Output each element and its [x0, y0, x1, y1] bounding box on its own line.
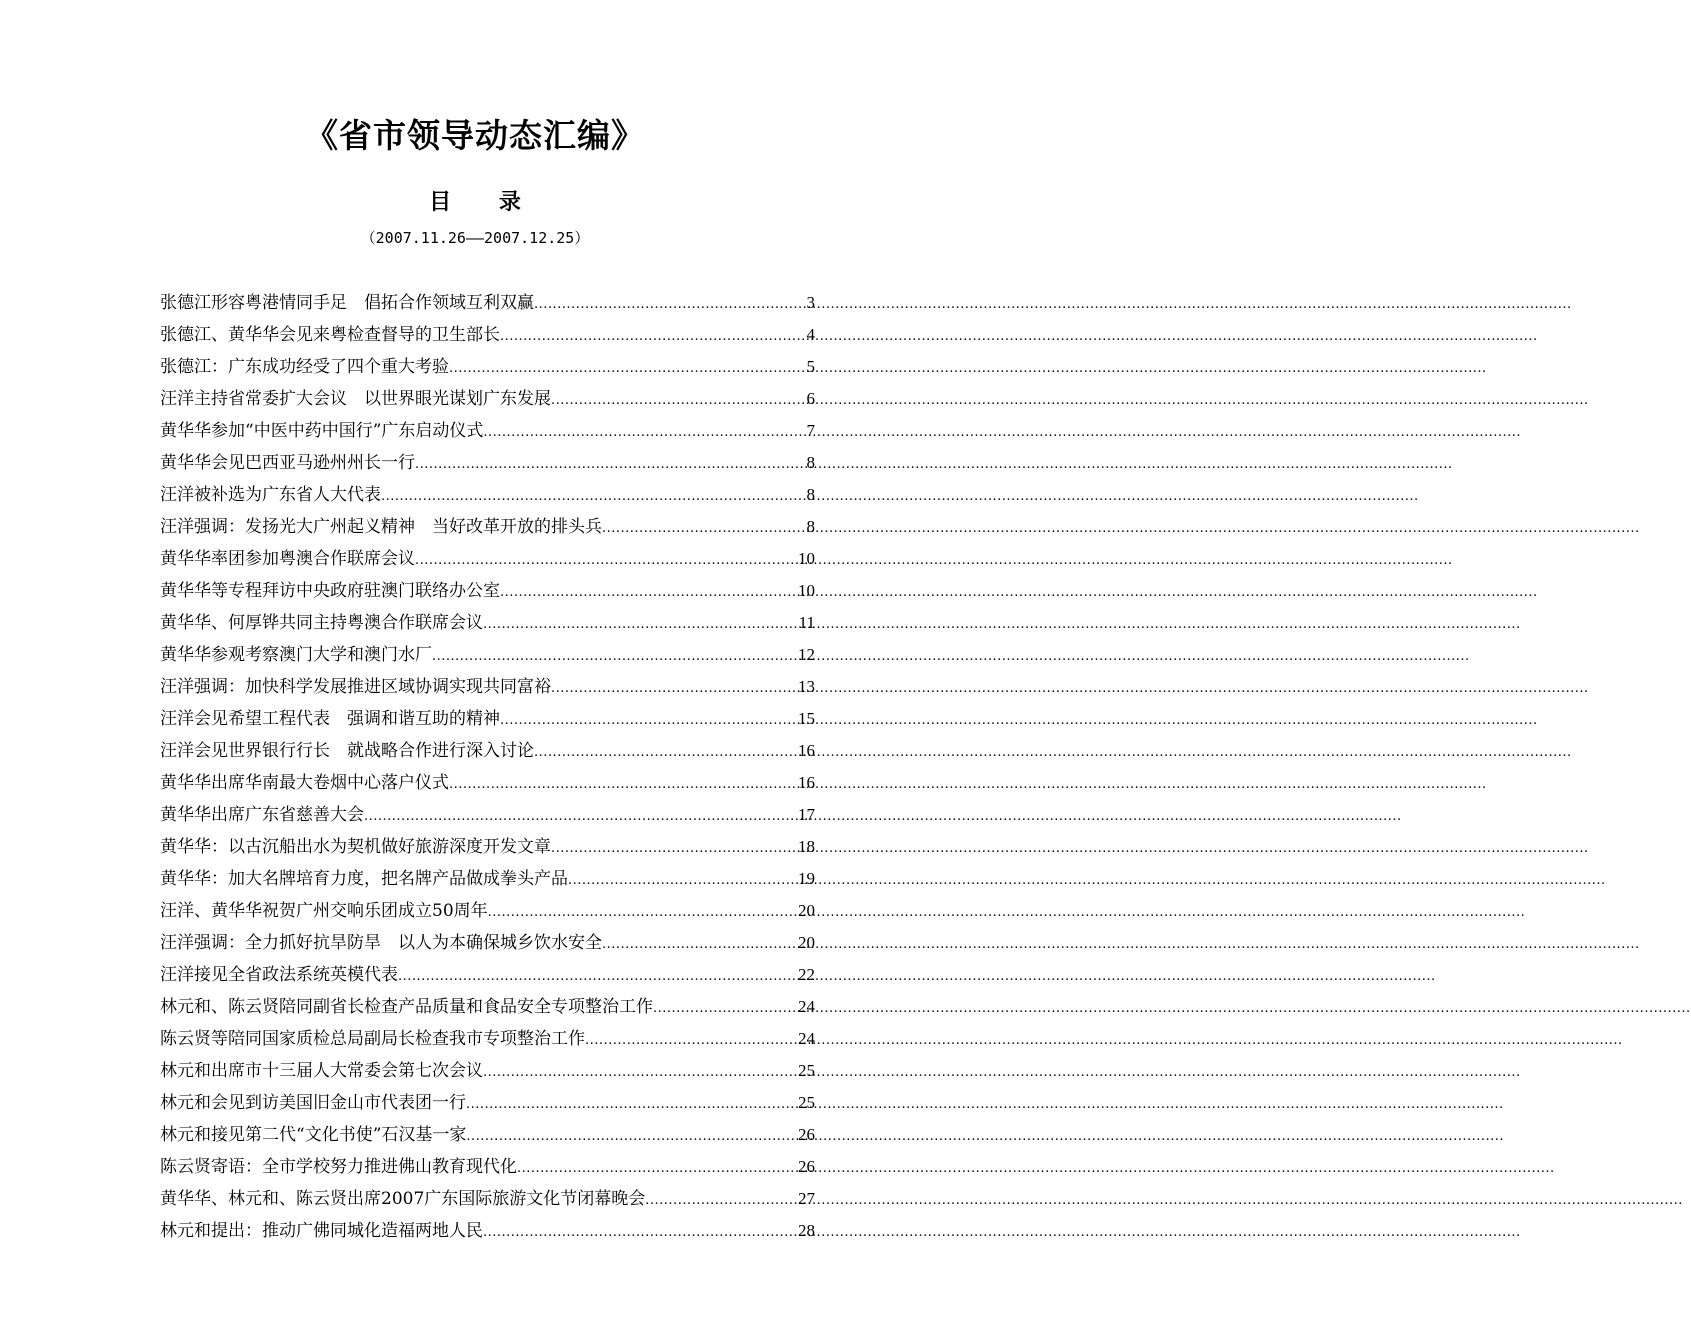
toc-page-number: 17 [798, 805, 815, 824]
dot-leader [551, 385, 807, 417]
toc-entry[interactable] [160, 1215, 815, 1247]
toc-entry-title: 黄华华出席广东省慈善大会 [160, 805, 364, 825]
toc-page-number: 8 [806, 453, 815, 472]
dot-leader [483, 1217, 798, 1249]
toc-entry-title: 陈云贤寄语：全市学校努力推进佛山教育现代化 [160, 1157, 517, 1177]
toc-entry[interactable] [160, 703, 815, 735]
toc-entry[interactable] [160, 1087, 815, 1119]
toc-page-number: 4 [806, 325, 815, 344]
toc-page-number: 3 [806, 293, 815, 312]
dot-leader [534, 289, 807, 321]
dot-leader [449, 769, 798, 801]
toc-entry-title: 林元和接见第二代“文化书使”石汉基一家 [160, 1125, 467, 1145]
toc-page-number: 24 [798, 997, 815, 1016]
toc-page-number: 26 [798, 1125, 815, 1144]
dot-leader [483, 417, 806, 449]
dot-leader [653, 993, 798, 1025]
toc-entry[interactable] [160, 1119, 815, 1151]
toc-entry[interactable] [160, 383, 815, 415]
toc-page-number: 10 [798, 549, 815, 568]
toc-entry-title: 黄华华：以古沉船出水为契机做好旅游深度开发文章 [160, 837, 551, 857]
toc-entry[interactable] [160, 351, 815, 383]
toc-entry[interactable] [160, 415, 815, 447]
toc-entry-title: 林元和出席市十三届人大常委会第七次会议 [160, 1061, 483, 1081]
dot-leader [381, 481, 807, 513]
toc-entry-title: 汪洋会见世界银行行长 就战略合作进行深入讨论 [160, 741, 534, 761]
toc-entry[interactable] [160, 639, 815, 671]
toc-entry[interactable] [160, 543, 815, 575]
toc-page-number: 24 [798, 1029, 815, 1048]
dot-leader [645, 1185, 798, 1217]
toc-entry-title: 黄华华参加“中医中药中国行”广东启动仪式 [160, 421, 484, 441]
toc-entry[interactable] [160, 479, 815, 511]
toc-page-number: 25 [798, 1093, 815, 1112]
toc-page-number: 6 [806, 389, 815, 408]
toc-page-number: 26 [798, 1157, 815, 1176]
dot-leader [415, 449, 807, 481]
toc-entry-title: 汪洋强调：全力抓好抗旱防旱 以人为本确保城乡饮水安全 [160, 933, 602, 953]
toc-entry[interactable] [160, 319, 815, 351]
dot-leader [466, 1121, 798, 1153]
toc-page-number: 20 [798, 901, 815, 920]
toc-entry-title: 张德江、黄华华会见来粤检查督导的卫生部长 [160, 325, 500, 345]
toc-page-number: 11 [798, 613, 815, 632]
dot-leader [585, 1025, 798, 1057]
dot-leader [551, 833, 798, 865]
toc-entry-title: 黄华华、林元和、陈云贤出席2007广东国际旅游文化节闭幕晚会 [160, 1189, 646, 1209]
dot-leader [483, 609, 799, 641]
toc-entry-title: 汪洋强调：发扬光大广州起义精神 当好改革开放的排头兵 [160, 517, 602, 537]
dot-leader [488, 897, 798, 929]
toc-entry[interactable] [160, 671, 815, 703]
dot-leader [483, 1057, 798, 1089]
toc-entry-title: 黄华华参观考察澳门大学和澳门水厂 [160, 645, 432, 665]
dot-leader [551, 673, 798, 705]
dot-leader [432, 641, 798, 673]
dot-leader [415, 545, 798, 577]
toc-page-number: 16 [798, 741, 815, 760]
toc-page-number: 8 [806, 517, 815, 536]
toc-page-number: 5 [806, 357, 815, 376]
toc-page-number: 19 [798, 869, 815, 888]
toc-entry[interactable] [160, 991, 815, 1023]
toc-entry[interactable] [160, 1183, 815, 1215]
toc-entry-title: 汪洋接见全省政法系统英模代表 [160, 965, 398, 985]
dot-leader [568, 865, 798, 897]
toc-entry[interactable] [160, 575, 815, 607]
toc-entry[interactable] [160, 863, 815, 895]
toc-entry-title: 汪洋强调：加快科学发展推进区域协调实现共同富裕 [160, 677, 551, 697]
toc-page-number: 27 [798, 1189, 815, 1208]
dot-leader [466, 1089, 798, 1121]
toc-entry-title: 张德江：广东成功经受了四个重大考验 [160, 357, 449, 377]
table-of-contents [160, 287, 815, 1247]
toc-page-number: 22 [798, 965, 815, 984]
dot-leader [602, 929, 798, 961]
toc-page-number: 8 [806, 485, 815, 504]
toc-entry[interactable] [160, 447, 815, 479]
toc-entry-title: 黄华华会见巴西亚马逊州州长一行 [160, 453, 415, 473]
toc-page-number: 15 [798, 709, 815, 728]
toc-page-number: 10 [798, 581, 815, 600]
toc-page-number: 13 [798, 677, 815, 696]
toc-entry[interactable] [160, 287, 815, 319]
toc-entry-title: 汪洋被补选为广东省人大代表 [160, 485, 381, 505]
toc-entry-title: 黄华华、何厚铧共同主持粤澳合作联席会议 [160, 613, 483, 633]
toc-entry[interactable] [160, 767, 815, 799]
toc-entry-title: 张德江形容粤港情同手足 倡拓合作领域互利双赢 [160, 293, 534, 313]
toc-entry[interactable] [160, 607, 815, 639]
dot-leader [398, 961, 798, 993]
toc-entry-title: 汪洋、黄华华祝贺广州交响乐团成立50周年 [160, 901, 488, 921]
toc-entry[interactable] [160, 1055, 815, 1087]
dot-leader [364, 801, 798, 833]
dot-leader [534, 737, 798, 769]
toc-entry-title: 黄华华等专程拜访中央政府驻澳门联络办公室 [160, 581, 500, 601]
toc-page-number: 18 [798, 837, 815, 856]
toc-entry[interactable] [160, 511, 815, 543]
toc-entry[interactable] [160, 831, 815, 863]
toc-entry-title: 黄华华率团参加粤澳合作联席会议 [160, 549, 415, 569]
toc-entry[interactable] [160, 799, 815, 831]
toc-page-number: 28 [798, 1221, 815, 1240]
toc-entry[interactable] [160, 1151, 815, 1183]
toc-entry[interactable] [160, 959, 815, 991]
page-title: 《省市领导动态汇编》 [305, 116, 645, 155]
dot-leader [500, 321, 807, 353]
dot-leader [602, 513, 807, 545]
toc-page-number: 25 [798, 1061, 815, 1080]
toc-entry[interactable] [160, 927, 815, 959]
dot-leader [500, 705, 798, 737]
toc-page-number: 20 [798, 933, 815, 952]
toc-entry[interactable] [160, 735, 815, 767]
toc-entry[interactable] [160, 1023, 815, 1055]
toc-entry-title: 林元和提出：推动广佛同城化造福两地人民 [160, 1221, 483, 1241]
toc-entry-title: 林元和、陈云贤陪同副省长检查产品质量和食品安全专项整治工作 [160, 997, 653, 1017]
toc-page-number: 16 [798, 773, 815, 792]
dot-leader [517, 1153, 798, 1185]
toc-page-number: 12 [798, 645, 815, 664]
toc-heading: 目 录 [429, 190, 521, 215]
dot-leader [500, 577, 798, 609]
toc-entry-title: 汪洋主持省常委扩大会议 以世界眼光谋划广东发展 [160, 389, 551, 409]
toc-entry[interactable] [160, 895, 815, 927]
date-range: （2007.11.26——2007.12.25） [360, 229, 590, 247]
toc-entry-title: 林元和会见到访美国旧金山市代表团一行 [160, 1093, 466, 1113]
toc-entry-title: 黄华华：加大名牌培育力度，把名牌产品做成拳头产品 [160, 869, 568, 889]
toc-entry-title: 陈云贤等陪同国家质检总局副局长检查我市专项整治工作 [160, 1029, 585, 1049]
toc-entry-title: 汪洋会见希望工程代表 强调和谐互助的精神 [160, 709, 500, 729]
toc-page-number: 7 [806, 421, 815, 440]
dot-leader [449, 353, 807, 385]
toc-entry-title: 黄华华出席华南最大卷烟中心落户仪式 [160, 773, 449, 793]
